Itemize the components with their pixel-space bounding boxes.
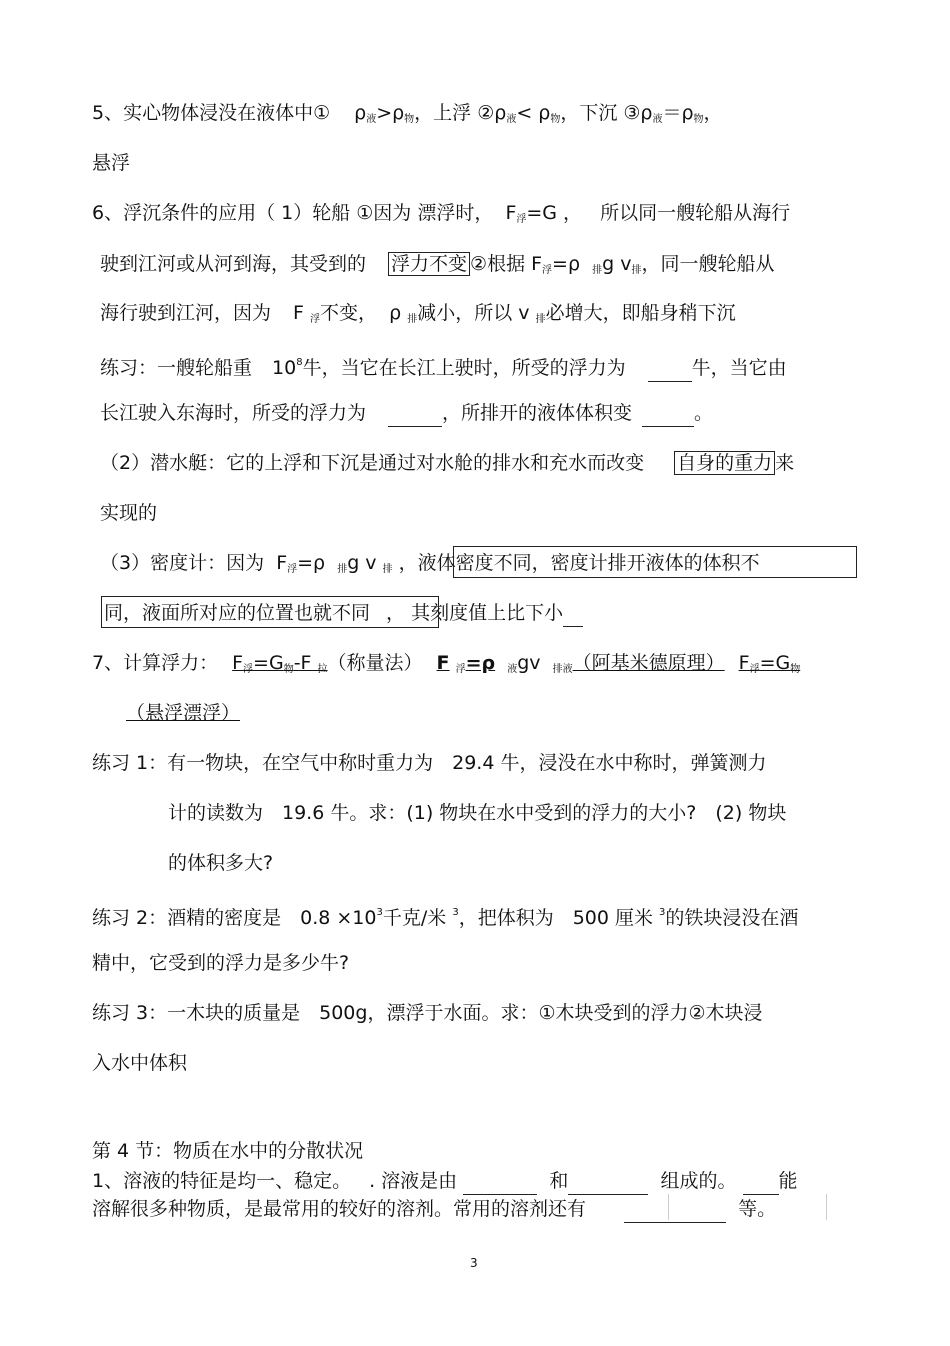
superscript: 3 [452,907,459,918]
text: 牛，当它由 [691,357,787,379]
subscript: 物 [283,664,294,675]
text: =G [759,652,791,674]
text: =ρ [465,652,496,674]
divider [826,1194,827,1220]
text: ，所排开的液体体积变 [442,402,633,424]
text: 其刻度值上比下小 [411,602,564,624]
fill-blank[interactable] [624,1196,726,1223]
line-exercise-2a [92,900,798,931]
line-ship-3 [100,300,736,333]
subscript: 排 [337,564,348,575]
text: 等。 [738,1198,777,1220]
fill-blank[interactable] [463,1168,537,1195]
subscript: 排 [407,314,418,325]
text: 所以同一艘轮船从海行 [600,202,791,224]
text: ρ [389,302,402,324]
text: ，同一艘轮船从 [641,253,775,275]
line-ship-1 [92,200,790,233]
text: （2）潜水艇：它的上浮和下沉是通过对水舱的排水和充水而改变 [100,452,645,474]
fill-blank[interactable] [743,1168,779,1195]
text: gv [517,652,541,674]
fill-blank[interactable] [642,400,694,427]
answer-box-own-weight: 自身的重力 [674,451,775,475]
subscript: 物 [550,114,561,125]
line-exercise-1c: 的体积多大? [168,852,274,874]
text: F [436,652,450,674]
text: 长江驶入东海时，所受的浮力为 [100,402,367,424]
line-suspend: 悬浮 [92,152,131,174]
subscript: 液 [507,664,518,675]
line-exercise-1a: 练习 1：有一物块，在空气中称时重力为 29.4 牛，浸没在水中称时，弹簧测力 [92,752,767,774]
answer-box-hydrometer-top [453,546,857,578]
fill-blank[interactable] [568,1168,648,1195]
line-exercise-ship-2 [100,400,713,427]
text: F [232,652,244,674]
subscript: 液 [506,114,517,125]
section-4-heading: 第 4 节：物质在水中的分散状况 [92,1140,364,1162]
text: 千克/米 [382,907,447,929]
line-exercise-3a: 练习 3：一木块的质量是 500g，漂浮于水面。求：①木块受到的浮力②木块浸 [92,1002,763,1024]
line-submarine [100,450,794,476]
line-calc-buoyancy [92,650,800,683]
text: 必增大，即船身稍下沉 [545,302,736,324]
text: （3）密度计：因为 [100,552,265,574]
text: . 溶液是由 [369,1170,458,1192]
text: ρ [354,102,367,124]
divider [668,1194,669,1220]
text: ②根据 F [470,253,543,275]
text: 溶解很多种物质，是最常用的较好的溶剂。常用的溶剂还有 [92,1198,587,1220]
text: 的铁块浸没在酒 [665,907,799,929]
text: 。 [694,402,714,424]
text: < ρ [516,102,551,124]
subscript: 排 [535,314,546,325]
page-number: 3 [470,1256,478,1270]
fill-blank[interactable] [648,355,692,382]
subscript: 液 [366,114,377,125]
text: F [738,652,750,674]
text: 海行驶到江河，因为 [100,302,272,324]
subscript: 液 [652,114,663,125]
text: g v [602,253,632,275]
subscript: 排 [631,265,642,276]
text: 组成的。 [660,1170,737,1192]
text: 不变， [320,302,378,324]
superscript: 3 [659,907,666,918]
text: 同，液面所对应的位置也就不同 [104,602,371,624]
text: 练习 2：酒精的密度是 0.8 ×10 [92,907,377,929]
text: >ρ [376,102,405,124]
text: 来 [775,452,795,474]
text: =G ， [526,202,583,224]
superscript: 3 [376,907,383,918]
subscript: 浮 [310,314,320,325]
subscript: 浮 [455,664,466,675]
text: =G [253,652,284,674]
text: 7、计算浮力： [92,652,219,674]
text: ，把体积为 500 厘米 [458,907,653,929]
text: 5、实心物体浸没在液体中① [92,102,331,124]
subscript: 浮 [287,564,298,575]
text: =ρ [297,552,326,574]
line-density-conditions [92,100,723,133]
text: ， [386,602,406,624]
subscript: 浮 [243,664,254,675]
text: F [505,202,517,224]
subscript: 拉 [317,664,328,675]
text: ，上浮 ②ρ [414,102,507,124]
text: v [518,302,530,324]
text: 10 [272,357,297,379]
subscript: 排液 [552,664,573,675]
text: ＝ρ [662,102,694,124]
text: F [293,302,304,324]
text: 驶到江河或从河到海，其受到的 [100,253,367,275]
text: 练习：一艘轮船重 [100,357,253,379]
superscript: 8 [296,357,303,368]
text: 液体密度不同，密度计排开液体的体积不 [417,552,760,574]
text: -F [293,652,312,674]
line-exercise-1b: 计的读数为 19.6 牛。求：(1) 物块在水中受到的浮力的大小? (2) 物块 [168,802,787,824]
text: =ρ [552,253,581,275]
subscript: 物 [404,114,415,125]
text: （阿基米德原理） [572,652,725,674]
text: F [276,552,288,574]
answer-box-buoyancy-unchanged: 浮力不变 [388,252,470,276]
text: 能 [778,1170,798,1192]
subscript: 物 [693,114,704,125]
line-exercise-2b: 精中，它受到的浮力是多少牛? [92,952,350,974]
subscript: 浮 [516,214,527,225]
subscript: 浮 [542,265,553,276]
answer-box-hydrometer-bottom [101,596,439,628]
line-solution-1 [92,1168,798,1195]
subscript: 排 [382,564,393,575]
text: ， [398,552,418,574]
text: g v [347,552,377,574]
text: ， [703,102,723,124]
line-solution-2 [92,1196,776,1223]
text: 牛，当它在长江上驶时，所受的浮力为 [302,357,626,379]
fill-blank[interactable] [563,600,583,627]
line-suspend-float: （悬浮漂浮） [126,702,241,724]
text: 和 [549,1170,569,1192]
text: ，下沉 ③ρ [560,102,653,124]
line-exercise-ship [100,350,787,382]
line-submarine-2: 实现的 [100,502,158,524]
line-ship-2 [100,251,775,284]
text: 6、浮沉条件的应用（ 1）轮船 ①因为 漂浮时， [92,202,494,224]
text: 1、溶液的特征是均一、稳定。 [92,1170,352,1192]
subscript: 浮 [749,664,760,675]
fill-blank[interactable] [388,400,442,427]
line-exercise-3b: 入水中体积 [92,1052,188,1074]
text: （称量法） [327,652,423,674]
text: 减小，所以 [417,302,513,324]
subscript: 物 [790,664,801,675]
subscript: 排 [592,265,603,276]
